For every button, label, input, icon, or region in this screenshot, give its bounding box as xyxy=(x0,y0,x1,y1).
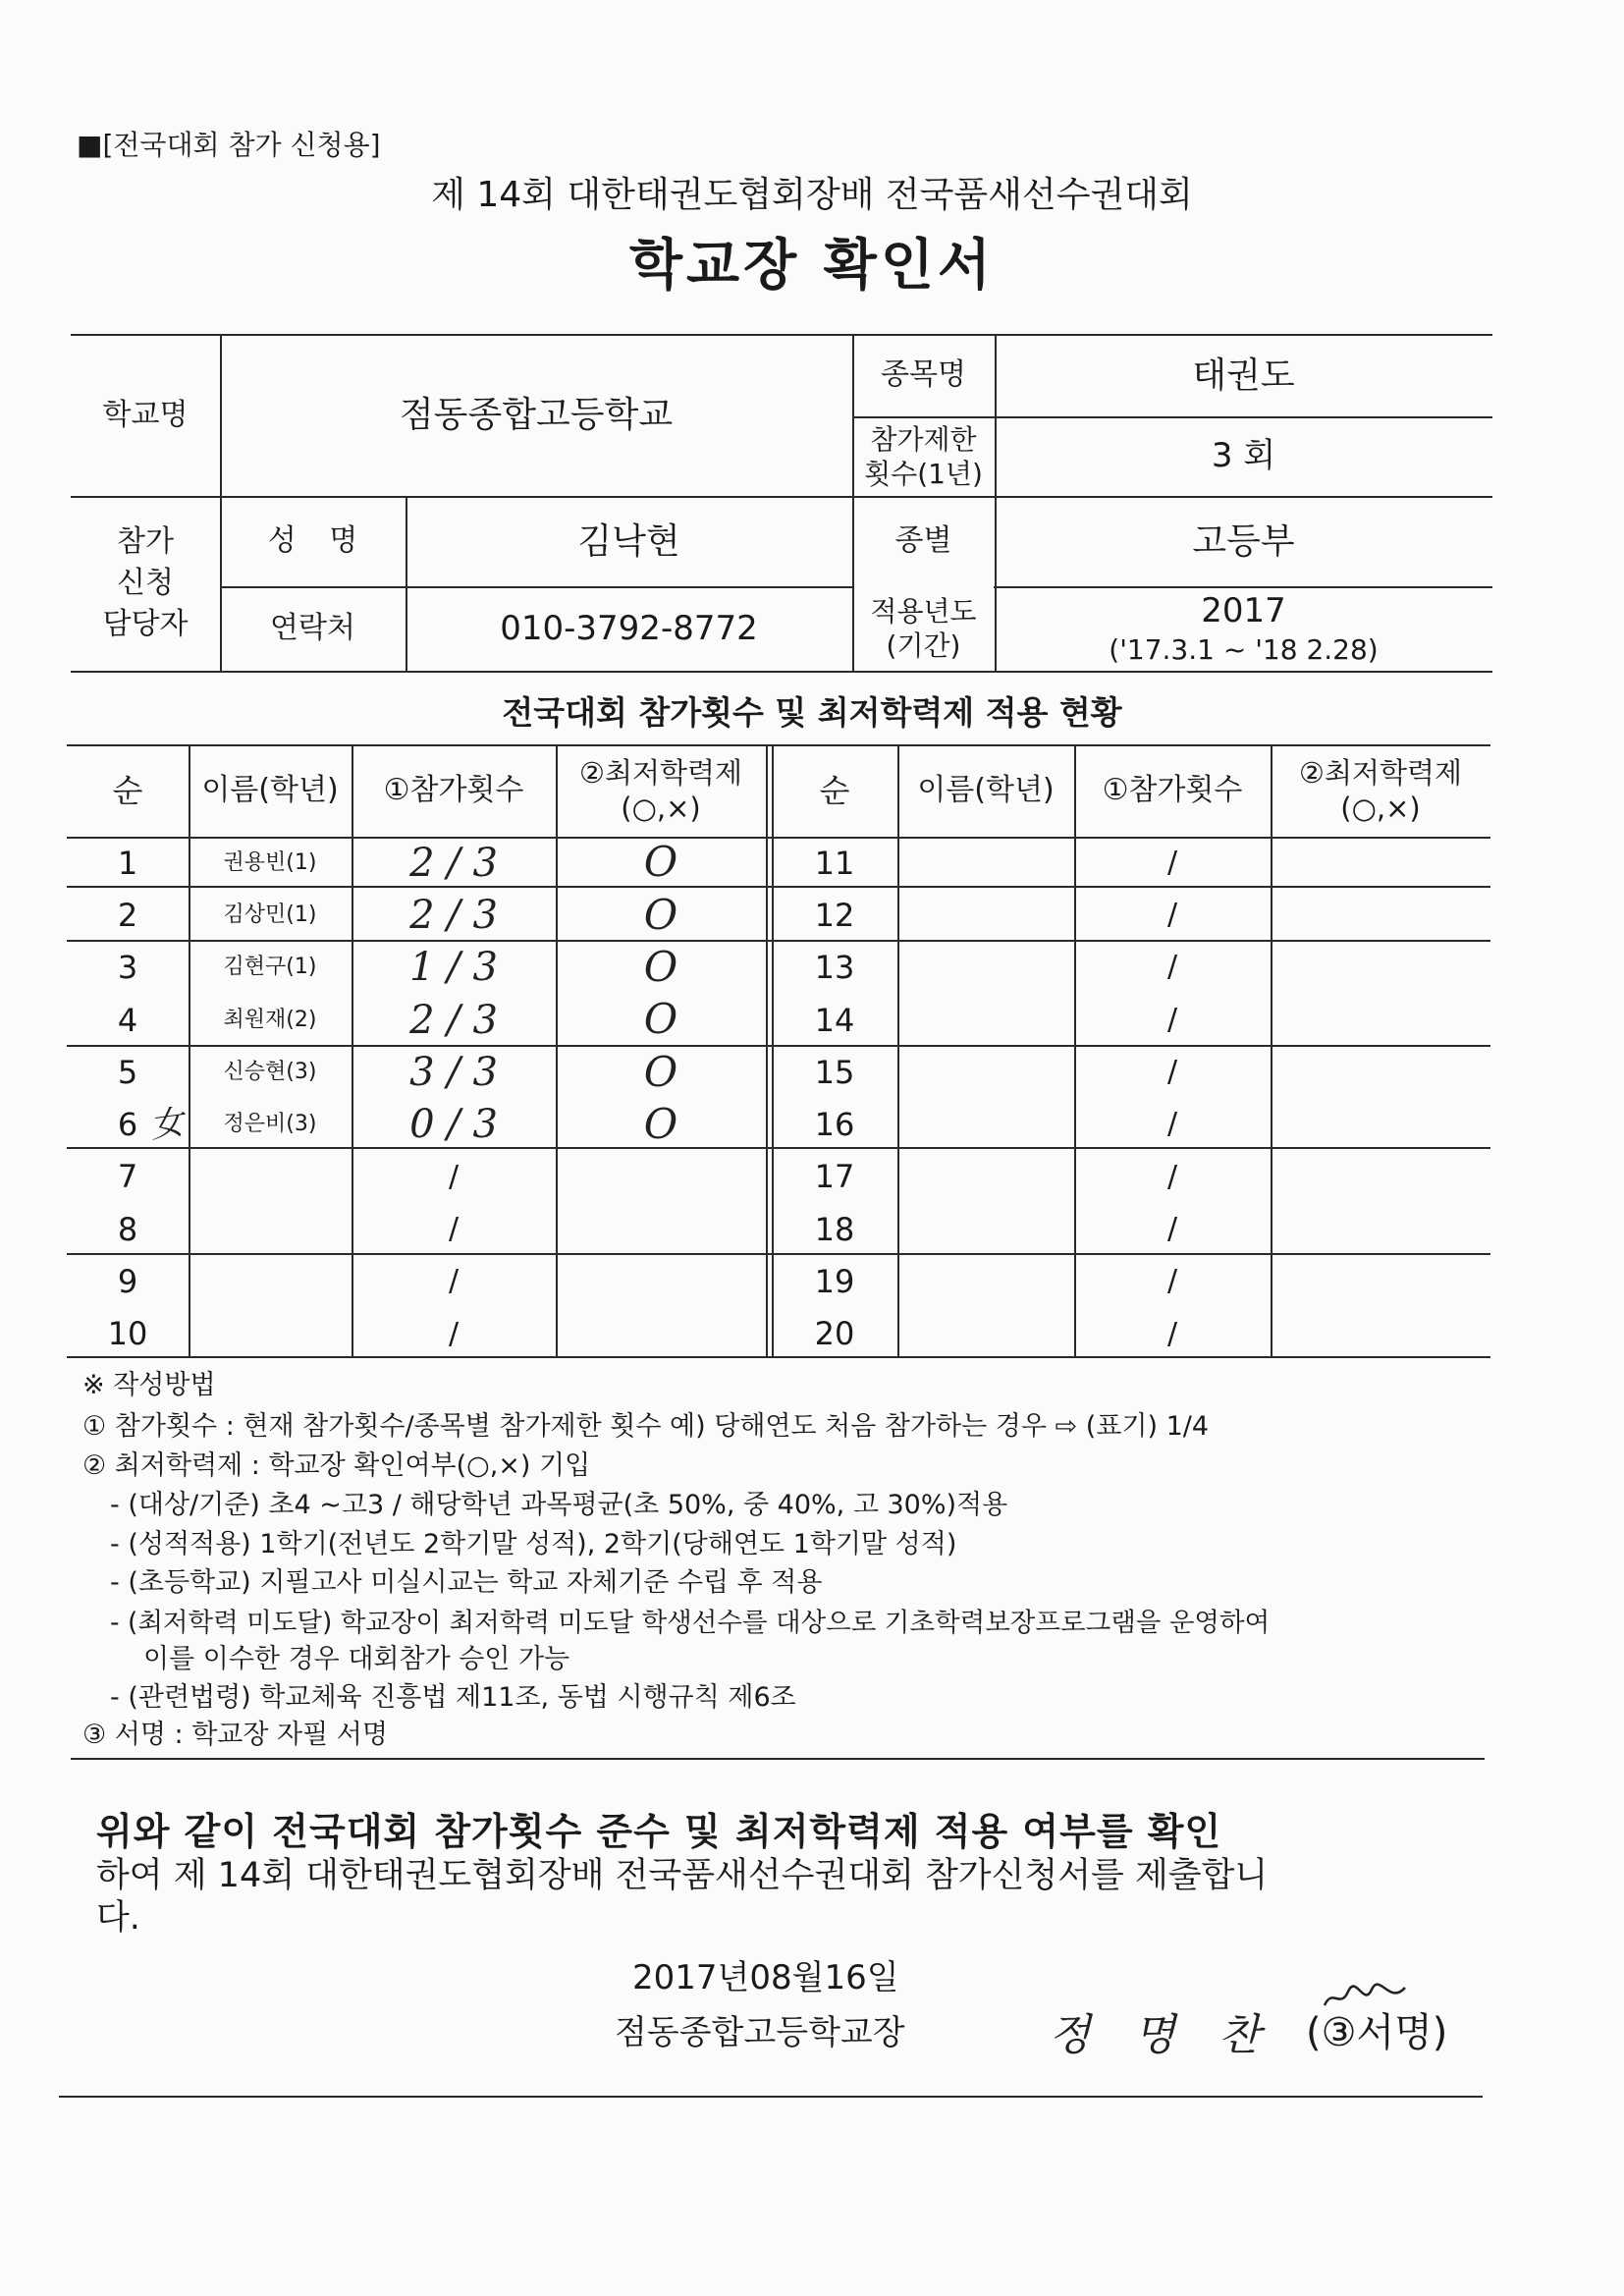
school-label: 학교명 xyxy=(102,397,189,432)
contact-label: 연락처 xyxy=(270,611,355,646)
col-min-left-line2: (○,×) xyxy=(621,792,701,825)
row-count: 2 / 3 xyxy=(409,892,498,938)
row-count-right: / xyxy=(1166,898,1178,933)
year-label-line2: (기간) xyxy=(886,629,961,662)
row-mark: O xyxy=(643,838,678,887)
row-count-right: / xyxy=(1166,1107,1178,1142)
row-mark: O xyxy=(643,890,678,939)
row-note-mark: 女 xyxy=(147,1102,187,1147)
row-count: 2 / 3 xyxy=(409,840,498,886)
row-mark: O xyxy=(643,942,678,991)
year-label xyxy=(852,586,995,671)
row-name: 권용빈(1) xyxy=(223,849,317,875)
row-seq: 6 xyxy=(117,1106,138,1144)
note-3: - (대상/기준) 초4 ~고3 / 해당학년 과목평균(초 50%, 중 40%, 고 30%)적용 xyxy=(110,1490,1008,1520)
row-name: 김상민(1) xyxy=(223,902,317,928)
note-9: ③ 서명 : 학교장 자필 서명 xyxy=(82,1720,388,1750)
col-seq-left: 순 xyxy=(112,772,143,809)
event-title: 제 14회 대한태권도협회장배 전국품새선수권대회 xyxy=(431,175,1193,215)
document-title: 학교장 확인서 xyxy=(628,234,996,298)
division-label: 종별 xyxy=(894,523,952,559)
row-count-right: / xyxy=(1166,1316,1178,1351)
row-count-right: / xyxy=(1166,1002,1178,1037)
apply-tag: ■[전국대회 참가 신청용] xyxy=(77,129,381,161)
school-value: 점동종합고등학교 xyxy=(399,395,674,435)
limit-label xyxy=(852,416,995,496)
row-count: 3 / 3 xyxy=(409,1049,498,1095)
seal-scribble-icon xyxy=(1321,1980,1409,2013)
row-count: / xyxy=(448,1211,460,1246)
person-label-line3: 담당자 xyxy=(102,607,189,641)
year-value-range: ('17.3.1 ~ '18 2.28) xyxy=(1109,632,1379,666)
row-count: / xyxy=(448,1264,460,1299)
principal-title: 점동종합고등학교장 xyxy=(615,2013,905,2052)
col-min-right-line2: (○,×) xyxy=(1340,792,1421,825)
row-count: 2 / 3 xyxy=(409,997,498,1043)
row-name xyxy=(189,1203,352,1255)
notes-heading: ※ 작성방법 xyxy=(82,1370,216,1400)
issue-date: 2017년08월16일 xyxy=(632,1958,899,1997)
note-1: ① 참가횟수 : 현재 참가횟수/종목별 참가제한 횟수 예) 당해연도 처음 참가하는 경우 ⇨ (표기) 1/4 xyxy=(82,1411,1210,1442)
row-seq: 2 xyxy=(117,896,138,934)
row-seq-right: 11 xyxy=(814,844,855,882)
row-mark xyxy=(556,1308,766,1360)
principal-signature: 정 명 찬 xyxy=(1049,2010,1261,2060)
row-seq: 1 xyxy=(117,844,138,882)
row-count: / xyxy=(448,1316,460,1351)
row-name: 최원재(2) xyxy=(223,1007,317,1032)
row-seq-right: 19 xyxy=(814,1263,855,1301)
limit-value: 3 회 xyxy=(1211,436,1276,476)
row-seq: 4 xyxy=(117,1001,138,1039)
year-value-year: 2017 xyxy=(1201,591,1286,631)
year-label-line1: 적용년도 xyxy=(870,595,977,628)
sport-value: 태권도 xyxy=(1192,355,1295,396)
sport-label: 종목명 xyxy=(881,357,966,393)
col-count-left: ①참가횟수 xyxy=(383,773,524,808)
confirm-line-1: 위와 같이 전국대회 참가횟수 준수 및 최저학력제 적용 여부를 확인 xyxy=(96,1810,1222,1853)
person-label-line2: 신청 xyxy=(117,566,174,600)
confirm-line-2: 하여 제 14회 대한태권도협회장배 전국품새선수권대회 참가신청서를 제출합니 xyxy=(96,1856,1269,1895)
note-5: - (초등학교) 지필고사 미실시교는 학교 자체기준 수립 후 적용 xyxy=(110,1567,823,1598)
limit-label-line2: 횟수(1년) xyxy=(864,457,983,490)
row-seq: 5 xyxy=(117,1053,138,1091)
col-min-left-line1: ②최저학력제 xyxy=(578,755,743,790)
person-label xyxy=(71,496,220,671)
row-count-right: / xyxy=(1166,1264,1178,1299)
row-seq: 8 xyxy=(117,1210,138,1248)
col-name-right: 이름(학년) xyxy=(917,773,1055,808)
row-count: / xyxy=(448,1159,460,1194)
row-count-right: / xyxy=(1166,1159,1178,1194)
row-mark xyxy=(556,1151,766,1203)
row-name: 신승현(3) xyxy=(223,1060,317,1085)
row-seq-right: 15 xyxy=(814,1053,855,1091)
row-seq: 3 xyxy=(117,949,138,987)
row-seq-right: 16 xyxy=(814,1106,855,1144)
limit-label-line1: 참가제한 xyxy=(870,422,977,456)
contact-value: 010-3792-8772 xyxy=(500,608,758,648)
row-seq-right: 12 xyxy=(814,896,855,934)
row-seq: 9 xyxy=(117,1263,138,1301)
note-2: ② 최저학력제 : 학교장 확인여부(○,×) 기입 xyxy=(82,1450,591,1481)
row-name: 정은비(3) xyxy=(223,1112,317,1137)
col-min-left xyxy=(556,744,766,837)
row-count-right: / xyxy=(1166,1211,1178,1246)
col-seq-right: 순 xyxy=(819,772,850,809)
row-seq-right: 14 xyxy=(814,1001,855,1039)
row-seq-right: 20 xyxy=(814,1315,855,1353)
person-label-line1: 참가 xyxy=(117,524,174,559)
col-count-right: ①참가횟수 xyxy=(1102,773,1243,808)
row-seq-right: 18 xyxy=(814,1210,855,1248)
section-title: 전국대회 참가횟수 및 최저학력제 적용 현황 xyxy=(502,693,1122,732)
col-name-left: 이름(학년) xyxy=(201,773,339,808)
row-name xyxy=(189,1151,352,1203)
row-name xyxy=(189,1308,352,1360)
row-mark xyxy=(556,1203,766,1255)
row-mark: O xyxy=(643,1047,678,1096)
row-name: 김현구(1) xyxy=(223,955,317,980)
division-value: 고등부 xyxy=(1192,520,1295,562)
row-count-right: / xyxy=(1166,1055,1178,1090)
note-8: - (관련법령) 학교체육 진흥법 제11조, 동법 시행규칙 제6조 xyxy=(110,1682,796,1713)
row-mark xyxy=(556,1255,766,1307)
row-name xyxy=(189,1255,352,1307)
row-seq-right: 13 xyxy=(814,949,855,987)
note-7: 이를 이수한 경우 대회참가 승인 가능 xyxy=(143,1644,570,1674)
row-mark: O xyxy=(643,1099,678,1148)
name-value: 김낙현 xyxy=(577,520,680,562)
row-seq: 7 xyxy=(117,1158,138,1196)
row-count: 0 / 3 xyxy=(409,1102,498,1148)
col-min-right xyxy=(1271,744,1490,837)
note-6: - (최저학력 미도달) 학교장이 최저학력 미도달 학생선수를 대상으로 기초학력보장프로그램을 운영하여 xyxy=(110,1608,1271,1638)
row-count-right: / xyxy=(1166,950,1178,985)
name-label: 성 명 xyxy=(267,523,358,559)
row-mark: O xyxy=(643,995,678,1044)
row-seq-right: 17 xyxy=(814,1158,855,1196)
sign-label: (③서명) xyxy=(1306,2010,1448,2055)
year-value xyxy=(995,586,1492,671)
row-count: 1 / 3 xyxy=(409,945,498,991)
confirm-line-3: 다. xyxy=(96,1898,140,1938)
row-count-right: / xyxy=(1166,845,1178,880)
row-seq: 10 xyxy=(107,1315,148,1353)
note-4: - (성적적용) 1학기(전년도 2학기말 성적), 2학기(당해연도 1학기말 성적) xyxy=(110,1529,957,1559)
col-min-right-line1: ②최저학력제 xyxy=(1298,755,1463,790)
